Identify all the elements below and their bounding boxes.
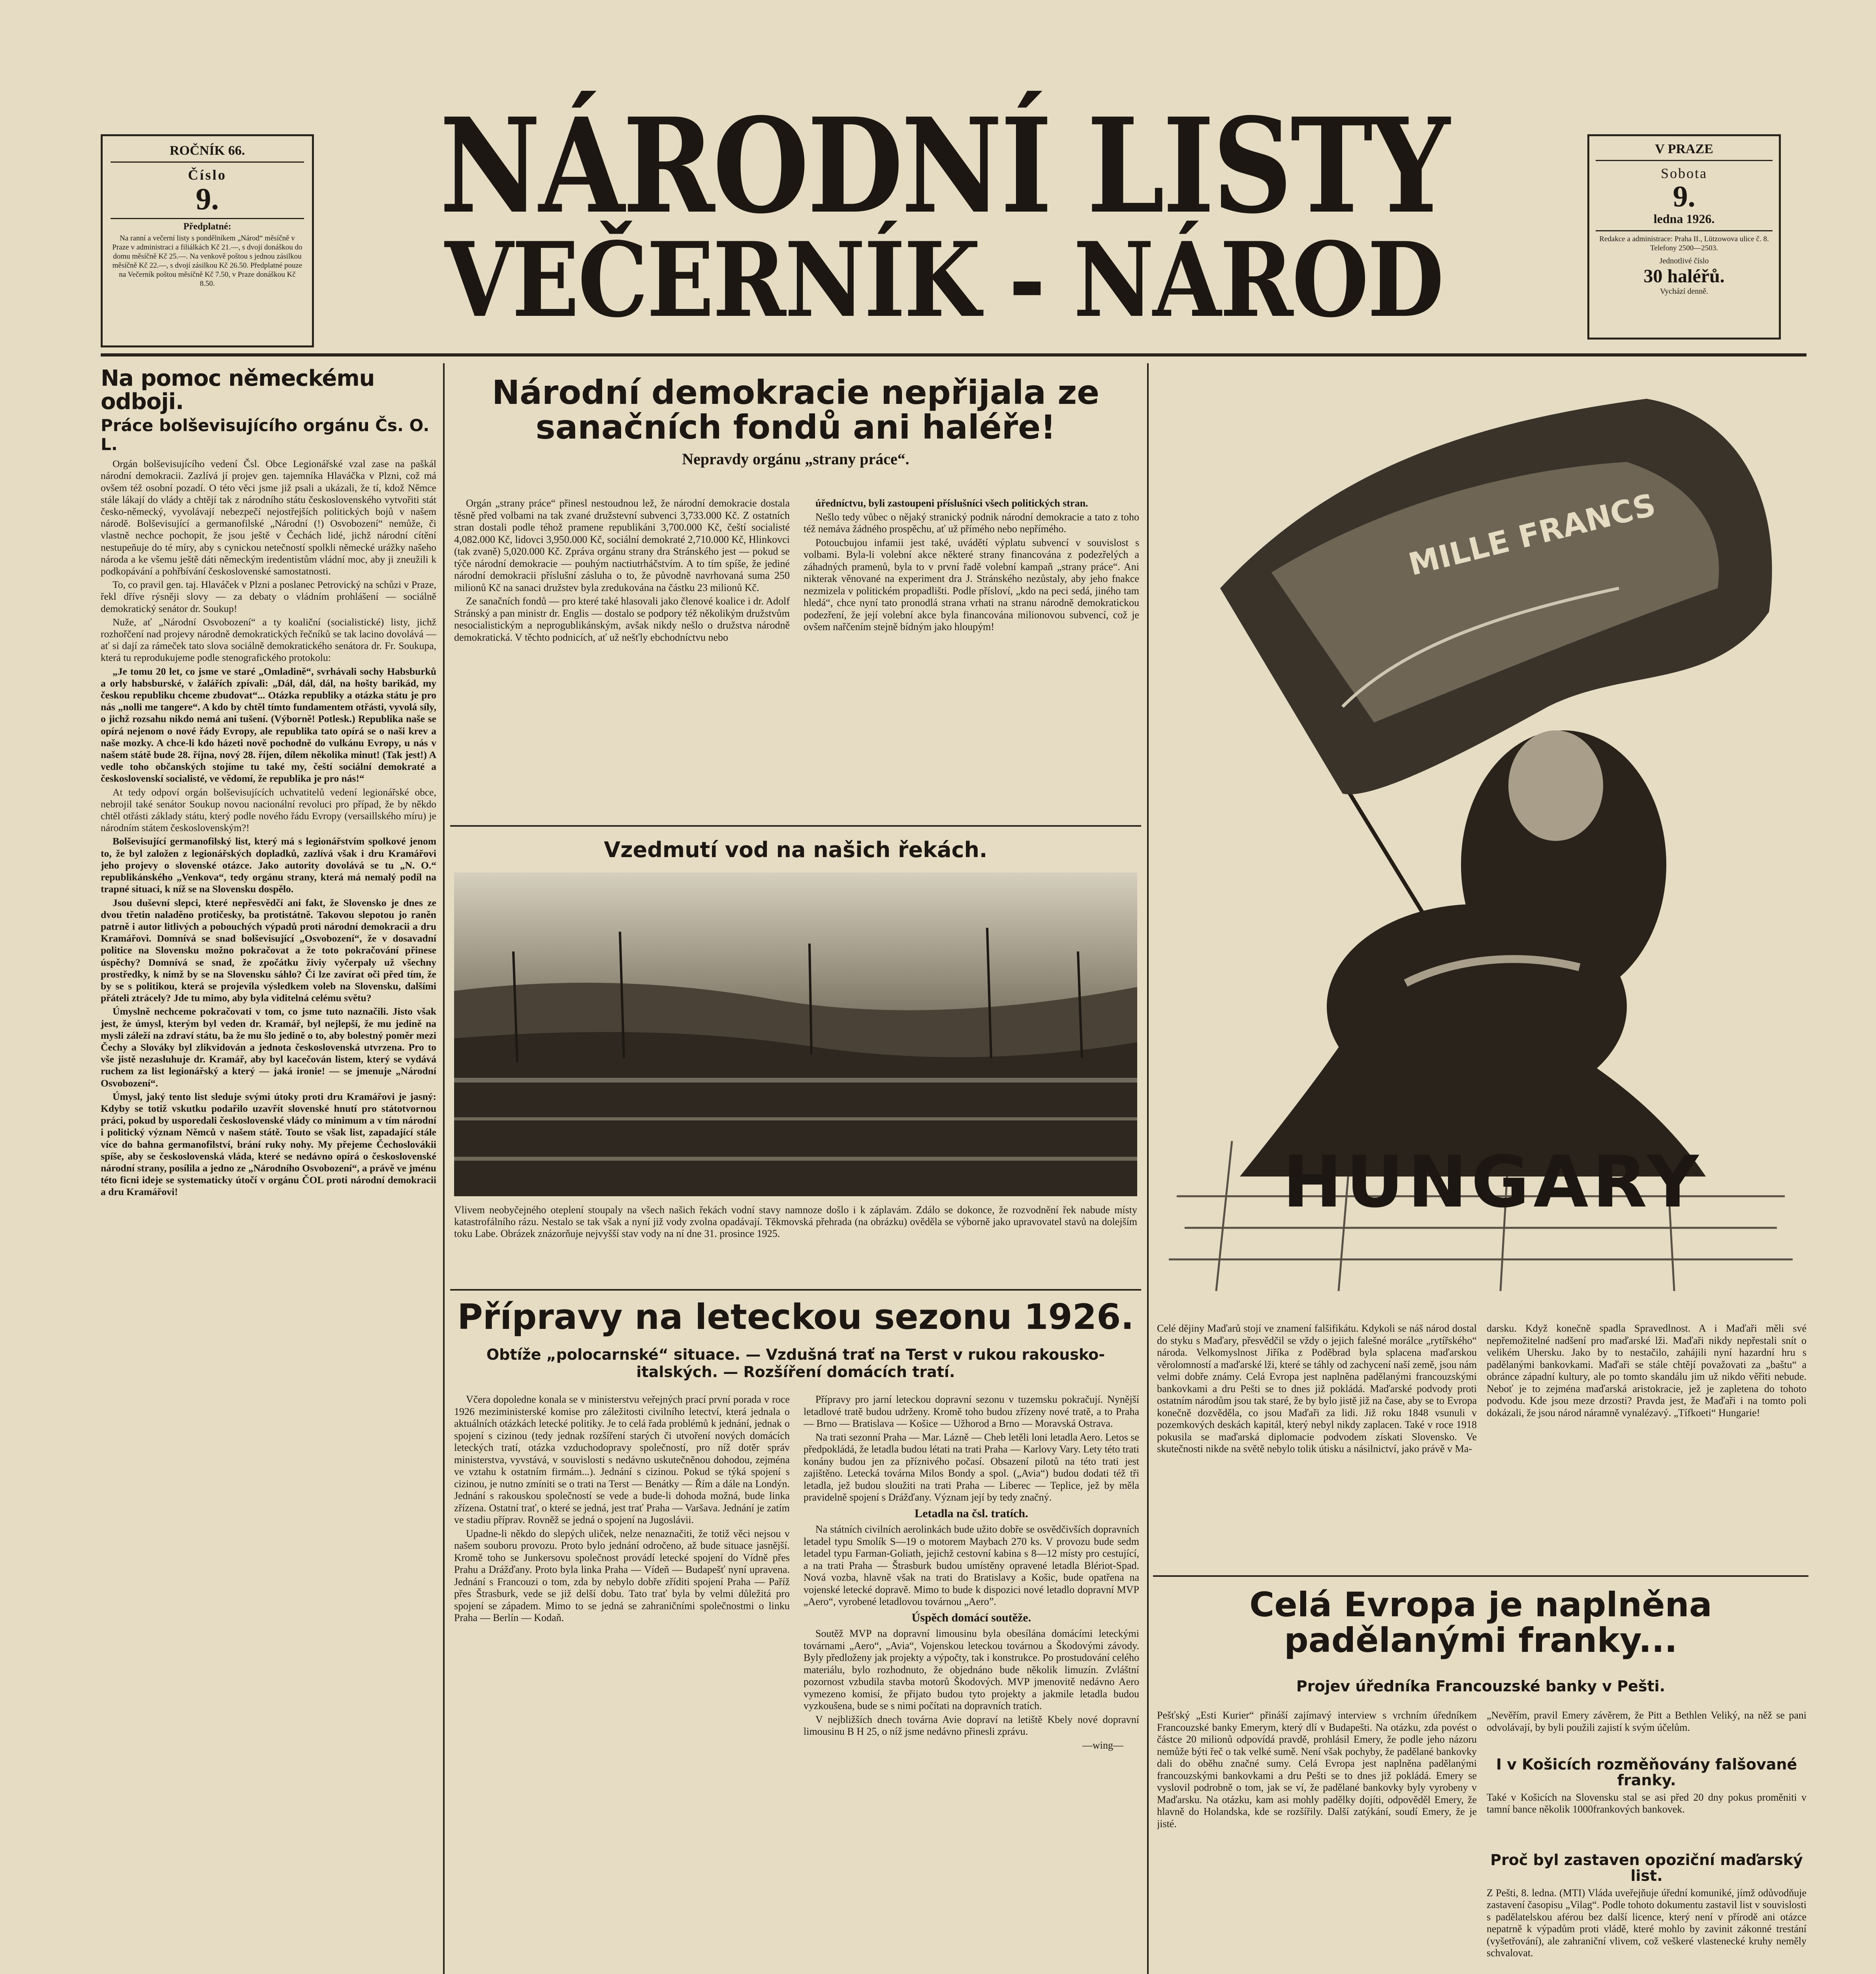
paragraph: To, co pravil gen. taj. Hlaváček v Plzni a poslanec Petrovický na schůzi v Praze, řekl dříve rýsněji slovy — za debaty o vládním prohlášení — sociálně demokratický senátor dr. Soukup! [101,579,436,614]
column-divider-2 [1147,363,1149,1974]
column-left [101,367,436,1974]
paragraph: Přípravy pro jarní leteckou dopravní sezonu v tuzemsku pokračují. Nynější letadlové tratě budou udrženy. Kromě toho budou zřízeny nové tratě, a to Praha — Brno — Bratislava — Košice — Užhorod a Brno — Moravská Ostrava. [804,1394,1139,1429]
title-line-2: VEČERNÍK - NÁROD [445,220,1443,340]
euro-left-column [1157,1709,1477,1974]
subhead-domestic-contest: Úspěch domácí soutěže. [911,1611,1031,1624]
column-middle [450,367,1141,1974]
subhead-german-opposition: Práce bolševisujícího orgánu Čs. O. L. [101,415,430,454]
city: V PRAZE [1596,142,1773,161]
cartoon-hungary [1153,367,1808,1303]
column-divider-1 [443,363,445,1974]
issue-number: 9. [195,182,219,216]
headline-kosice: I v Košicích rozměňovány falšované franky. [1496,1756,1797,1789]
paragraph: Upadne-li někdo do slepých uliček, nelze nenaznačiti, že totiž věci nejsou v našem souboru provozu. Proto bylo jednání odročeno, až bude situace jasnější. Kromě toho se Junkersovu společnost provádí letecké spojení do Vídně přes Prahu a Drážďany. Proto byla linka Praha — Vídeň — Budapešť nyní upravena. Jednání s Francouzi o tom, zda by nebylo dobře zříditi spojení Praha — Paříž přes Štrasburk, vede se již delší dobu. Tato trať byla by velmi důležitá pro spojení se západem. Mimo to se jedná se zahraničními společnostmi o linku Praha — Berlín — Kodaň. [454,1527,790,1623]
weekday: Sobota [1660,165,1707,181]
issue-label: Číslo [188,167,227,183]
paragraph: V nejbližších dnech továrna Avie dopraví na letiště Kbely nové dopravní limousinu B H 25, o níž jsme nedávno přinesli zprávu. [804,1713,1139,1737]
article-national-democracy-right [804,497,1139,817]
article-air-left [454,1394,790,1974]
paragraph: Nuže, ať „Národní Osvobození“ a ty koaliční (socialistické) listy, jichž rozhořčení nad projevy národně demokratických řečníků se tak lacino dovolává — ať si dají za rámeček tato slova sociálně demokratického senátora dr. Fr. Soukupa, která tu reprodukujeme podle stenografického protokolu: [101,616,436,664]
article-air-right [804,1394,1139,1974]
paragraph: Včera dopoledne konala se v ministerstvu veřejných prací první porada v roce 1926 meziministerské komise pro záležitosti civilního letectví, která jednala o aktuálních otázkách letecké politiky. Je to celá řada problémů k jednání, jednak o spojení s cizinou (tedy jednak rozšíření starých či utvoření nových domácích leteckých tratí, otázka vzduchodopravy společností, pro níž dotěr správ ministerstva, vyvstává, v souvislosti s nedávno uskutečněnou dohodou, zejména ve vztahu k ostatním firmám...). Jednání s cizinou. Pokud se týká spojení s cizinou, je nutno zmíniti se o trati na Terst — Benátky — Řím a dále na Londýn. Jednání s rakouskou společností se vede a bude-li dohoda možná, bude linka zřízena. Ostatní trať, o které se jedná, jest trať Praha — Varšava. Jednání je zatím ve stadiu příprav. Rovněž se jedná o spojení na Jugoslávii. [454,1394,790,1526]
paragraph: Ze sanačních fondů — pro které také hlasovali jako členové koalice i dr. Adolf Stránský a pan ministr dr. Englis — dostalo se podpory též několikým družstvům nesocialistickým a neprogublikánským, avšak nikdy nešlo o družstva národně demokratická. V těchto podnicích, ať už nešťly ebchodníctvu nebo [454,595,790,643]
cartoon-flag-text: MILLE FRANCS [1405,487,1659,583]
article-german-opposition [101,458,436,1974]
subscription-label: Předplatné: [111,218,304,232]
date-number: 9. [1673,180,1696,213]
headline-flood: Vzedmutí vod na našich řekách. [604,837,988,862]
paragraph: Úmysl, jaký tento list sleduje svými útoky proti dru Kramářovi je jasný: Kdyby se totiž vskutku podařilo uzavřít slovenské hnutí pro státotvornou práci, pokud by usporedali československé vlády co minimum a v tím národní i politický význam Němců v našem státě. Touto se však list, zapadající stále více do bahna germanofilství, brání ruky nohy. My přejeme Čechoslovákii spíše, aby se československá vláda, které se nedávno opírá o československé národní strany, posílila a jedno ze „Národního Osvobození“, a právě ve jménu této ficni ideje se systematicky útočí v orgánu ČOL proti národní demokracii a dru Kramářovi! [101,1090,436,1198]
headline-german-opposition: Na pomoc německému odboji. [101,366,375,415]
subhead-planes: Letadla na čsl. tratích. [915,1507,1028,1520]
article-europe-francs-end: „Nevěřím, pravil Emery závěrem, že Pitt a Bethlen Veliký, na něž se pani odvolávají, by byli použili zajistí k svým účelům. [1487,1709,1807,1733]
volume-number: ROČNÍK 66. [111,143,304,163]
paragraph: Potoucbujou infamii jest také, uvádětí výplatu subvencí v souvislost s volbami. Byla-li volební akce některé strany financována z podezřelých a záhadných pramenů, byla to v první řadě volební kampaň „strany práce“. Ani nikterak věnované na experiment dra J. Stránského nezůstaly, aby jeho fnakce nezmizela v politickém propadlišti. Podle přísloví, „kdo na peci sedá, jiného tam hledá“, chce nyní tato pronodlá strana vrhati na stranu národně demokratickou podezření, že její volební akce byla financována milionovou subvencí, což je ovšem nařčením stejně bídným jako hloupým! [804,537,1139,632]
subhead-national-democracy: Nepravdy orgánu „strany práce“. [682,450,909,468]
article-hungary-right: darsku. Když konečně spadla Spravedlnost. A i Maďaři měli své nepřemožitelné nadšení pro maďarské lži. Maďaři nikdy nepřestali snít o velikém Uhersku. Jako by to nestačilo, zahájili nyní hazardní hru s padělanými bankovkami. Maďaři se stále chtějí považovati za „baštu“ a obránce západní kultury, ale po tomto skandálu jim už nikdo věřiti nebude. Neboť je to zejména maďarská aristokracie, jež je zapletena do tohoto podvodu. Kde jsou meze drzosti? Pravda jest, že Maďaři i na tomto poli dokázali, že jsou národ náramně vynalézavý. „Tífkoeti“ Hungarie! [1487,1323,1807,1419]
headline-opposition-paper: Proč byl zastaven opoziční maďarský list. [1490,1851,1803,1884]
subscription-text: Na ranní a večerní listy s pondělníkem „Národ“ měsíčně v Praze v administraci a filiálkách Kč 21.—, s dvojí donáškou do domu měsíčně Kč 25.—. Na venkově poštou s jednou zásilkou měsíčně Kč 22.—, s dvojí zásilkou Kč 26.50. Předplatné pouze na Večerník poštou měsíčně Kč 7.50, v Praze donáškou Kč 8.50. [112,234,302,288]
date-month-year: ledna 1926. [1653,212,1715,226]
paragraph: Orgán bolševisujícího vedení Čsl. Obce Legionářské vzal zase na paškál národní demokracii. Zazlívá jí projev gen. tajemníka Hlaváčka v Plzni, což má ovšem též osobní pozadí. O této věci jsme již psali a ukázali, že tí, kdož Němce stále lákají do vlády a chtějí tak z národního státu československého vytvořiti stát česko-německý, vyvolávají nebezpečí nejostřejších politických bojů v našem národě. Bolševisující a germanofilské „Národní (!) Osvobození“ nemůže, či vlastně nechce pochopit, že jsou ještě v Čechách lidé, jichž národní cítění nestupeňuje do té míry, aby s cynickou netečností spolkli německé urážky našeho národa a ke všemu ještě dáti německým iredentistům vládní moc, aby ji zneužili k podkopávání a pohřbívání československé samostatnosti. [101,458,436,577]
headline-air-season: Přípravy na leteckou sezonu 1926. [457,1297,1134,1337]
article-opposition-paper: Z Pešti, 8. ledna. (MTI) Vláda uveřejňuje úřední komuniké, jímž odůvodňuje zastavení časopisu „Vilag“. Podle tohoto dokumentu zastavil list v souvislosti s padělatelskou aférou bez další licence, který není v přírodě ani otázce nepatrně k výpadům proti vládě, které mohlo by zavinit zákonné trestání (vyšetřování), ale zahraniční vlivem, což veškeré vlastenecké kruhy neměly schvalovat. [1487,1887,1807,1959]
masthead-right-box [1587,134,1781,340]
article-national-democracy-left [454,497,790,817]
administration: Redakce a administrace: Praha II., Lützowova ulice č. 8. Telefony 2500—2503. [1596,230,1773,253]
masthead-divider [101,353,1807,357]
masthead-left-box [101,134,314,347]
single-issue-label: Jednotlivé číslo [1659,257,1709,265]
paragraph: Úmyslně nechceme pokračovati v tom, co jsme tuto naznačili. Jisto však jest, že úmysl, kterým byl veden dr. Kramář, byl nejlepší, že mu jedině na mysli záleží na zdraví státu, ba že mu šlo jedině o to, aby bolestný poměr mezi Čechy a Slováky byl zlikvidován a jednota československá utvrzena. Pro to vše jistě nezasluhuje dr. Kramář, aby byl kacečován listem, který se vydává ruchem za list legionářský a který — jaká ironie! — se jmenuje „Národní Osvobození“. [101,1006,436,1089]
divider [450,1289,1141,1291]
title-line-1: NÁRODNÍ LISTY [439,89,1448,242]
euro-right-column [1487,1709,1807,1974]
subhead-europe-francs: Projev úředníka Francouzské banky v Pešti. [1296,1678,1666,1695]
paragraph: Na trati sezonní Praha — Mar. Lázně — Cheb letěli loni letadla Aero. Letos se předpokládá, že letadla budou létati na trati Praha — Karlovy Vary. Lety této trati konány budou jen za příznivého počasí. Obsazení pilotů na této trati jest zajištěno. Letecká továrna Milos Bondy a spol. („Avia“) budou dodati též tři letadla, jež budou sloužiti na trati Praha — Liberec — Teplice, jež by měla pravidelně spojení s Drážďany. Význam její by tedy značný. [804,1431,1139,1503]
subhead-air-season: Obtíže „polocarnské“ situace. — Vzdušná trať na Terst v rukou rakousko-italských. — Rozšíření domácích tratí. [486,1346,1105,1381]
paragraph: At tedy odpoví orgán bolševisujících uchvatitelů vedení legionářské obce, nebrojil také senátor Soukup novou nacionální revoluci pro případ, že by někdo chtěl otřásti základy státu, který podle nového řádu Evropy (versaillského míru) je národním státem československým?! [101,786,436,834]
cartoon-bottom-text: HUNGARY [1283,1141,1703,1223]
headline-europe-francs: Celá Evropa je naplněna padělanými franky... [1249,1585,1712,1661]
paragraph: Na státních civilních aerolinkách bude užito dobře se osvědčivších dopravních letadel typu Smolík S—19 o motorem Maybach 270 ks. V provozu bude sedm letadel typu Farman-Goliath, jejichž cestovní kabina s 8—12 místy pro cestující, a na trati Praha — Štrasburk budou umístěny opravené letadla Blériot-Spad. Nová vozba, hlavně však na trati do Bratislavy a Košic, bude opatřena na vojenské letecké dopravě. Mimo to bude k dispozici nové letadlo dopravní MVP „Aero“, vyrobené letadlovou továrnou „Aero”. [804,1524,1139,1607]
article-kosice: Také v Košicích na Slovensku stal se asi před 20 dny pokus proměniti v tamní bance několik 1000frankových bankovek. [1487,1791,1807,1815]
publication-note: Vychází denně. [1660,287,1709,296]
article-hungary-left: Celé dějiny Maďarů stojí ve znamení falšifikátu. Kdykoli se náš národ dostal do styku s Maďary, přesvědčil se vždy o jejich falešné morálce „rytířského“ národa. Velkomyslnost Jiříka z Poděbrad byla splacena maďarskou věrolomností a maďarské lži, které se táhly od zachycení naší země, jsou nám velmi dobře známy. Celá Evropa jest naplněna padělanými francouzskými bankovkami a dru Pešti se to dnes již pokládá. Maďarské podvody proti ostatním národům jsou tak staré, že by bylo jistě již na čase, aby se to Evropa konečně dozvěděla, co jsou Maďaři za lidi. Již roku 1848 vsunuli v pozemkových deskách kapitál, který nebyl nikdy zaplacen. Také v roce 1918 pokusila se maďarská diplomacie podvodem získati Slovensko. Ve skutečnosti nikde na světě nebylo tolik útisku a násilnictví, jako právě v Ma- [1157,1323,1477,1454]
price: 30 haléřů. [1643,266,1725,287]
paragraph: Bolševisující germanofilský list, který má s legionářstvím spolkové jenom to, že byl založen z legionářských dopladků, zazlívá však i dru Kramářovi jeho projevy o slovenské otázce. Jako autority dovolává se tu „N. O.“ republikánského „Venkova“, tedy orgánu strany, která má nemalý podíl na trapné situaci, k níž se na Slovensku dospělo. [101,835,436,895]
paragraph: Soutěž MVP na dopravní limousinu byla obesílána domácími leteckými továrnami „Aero“, „Avia“, Vojenskou leteckou továrnou a Škodovými závody. Byly předloženy jak projekty a výpočty, tak i konstrukce. Po prostudování celého materiálu, bylo rozhodnuto, že objednáno bude několik limuzín. Zvláštní pozornost vzbudila stavba motorů Škodových. MVP jmenovitě nedávno Aero vymezeno komisí, že přijato budou tyto projekty a jakmile letadla budou vyzkoušena, bude se s nimi počítati na dopravních tratích. [804,1628,1139,1711]
article-europe-francs: Pešťský „Esti Kurier“ přináší zajímavý interview s vrchním úředníkem Francouzské banky Emerym, který dlí v Budapešti. Na otázku, zda povést o částce 20 milionů odpovídá pravdě, prohlásil Emery, že podle jeho názoru nemůže býti řeč o tak velké sumě. Není však pochyby, že padělané bankovky dali do oběhu značné sumy. Celá Evropa jest naplněna padělanými francouzskými bankovkami a dru Pešti se to dnes již pokládá. Emery se vyslovil podrobně o tom, jak se ví, že padělané bankovky byly vyrobeny v Maďarsku. Na otázku, kam asi mohly padělky dojíti, odpověděl Emery, že hlavně do Holandska, kde se rozšířily. Další zatýkání, soudí Emery, že je jisté. [1157,1709,1477,1830]
column-right [1153,367,1808,1974]
paragraph-quote: „Je tomu 20 let, co jsme ve staré „Omladině“, svrhávali sochy Habsburků a orly habsburské, v žalářích zpívali: „Dál, dál, dál, na hošty barikád, my českou republiku chceme zbudovat“... Otázka republiky a otázka státu je pro nás „nolli me tangere“. A kdo by chtěl tímto fundamentem otřásti, vyvolá síly, o jichž rozsahu nikdo nemá ani tušení. (Výborně! Potlesk.) Republika naše se opírá nejenom o nové řády Evropy, ale republika tato opírá se o naši krev a naše mozky. A chce-li kdo házeti nově pochodně do vulkánu Evropy, u nás v našem státě bude 28. října, nový 28. říjen, dílem několika minut! (Tak jest!) A vedle toho občanských stojíme tu také my, čeští sociální demokraté a československí socialisté, ve vědomí, že republika je pro nás!“ [101,665,436,784]
divider [1153,1575,1808,1577]
caption-flood: Vlivem neobyčejného oteplení stoupaly na všech našich řekách vodní stavy namnoze došlo i k záplavám. Zdálo se dokonce, že rozvodnění řek nabude místy katastrofálního rázu. Nestalo se tak však a nyní již vody zvolna opadávají. Těkmovská přehrada (na obrázku) ověděla se výborně jako upravovatel stavů na dolejším toku Labe. Obrázek znázorňuje nejvyšší stav vody na ní dne 31. prosince 1925. [454,1204,1137,1239]
masthead [0,0,1876,347]
paragraph: úředníctvu, byli zastoupeni příslušníci všech politických stran. [815,497,1088,509]
masthead-title [324,89,1564,347]
divider [450,825,1141,827]
photo-flood [454,873,1137,1196]
headline-national-democracy: Národní demokracie nepřijala ze sanačních fondů ani haléře! [492,373,1100,447]
paragraph: Jsou duševní slepci, které nepřesvědčí ani fakt, že Slovensko je dnes ze dvou třetin naladěno protičesky, ba protistátně. Takovou slepotou jo raněn patrně i autor litlivých a pobouchých výpadů proti národní demokracii a dru Kramářovi. Domnívá se snad bolševisující „Osvobození“, že v dosavadní politice na Slovensku možno pokračovat a že toto pokračování přinese úspěchy? Domnívá se snad, že zpočátku živiy vyčerpaly už všechny prostředky, k nimž by se na Slovensku sáhlo? Či lze zavírat oči před tím, že by se s politikou, která se projevila výsledkem voleb na Slovensku, dalšími přáteli ztrácely? Jde tu mimo, aby byla viditelná celému světu? [101,897,436,1004]
signature: —wing— [1082,1739,1123,1751]
paragraph: Orgán „strany práce“ přinesl nestoudnou lež, že národní demokracie dostala těsně před volbami na tak zvané družstevní subvenci 3,733.000 Kč. Z ostatních stran dostali podle téhož pramene republikáni 3,700.000 Kč, čeští socialisté 4,082.000 Kč, lidovci 3,950.000 Kč, sociální demokraté 2,710.000 Kč, Hlinkovci (tak zvaně) 5,020.000 Kč. Zpráva orgánu strany dra Stránského jest — pokud se týče národní demokracie — pouhým nactiutrháčstvím. A to tím spíše, že jediné národní demokracii příslušní zásluha o to, že původně navrhovaná suma 250 milionů Kč na sanaci družstev byla zredukována na částku 23 milionů Kč. [454,497,790,593]
paragraph: Nešlo tedy vůbec o nějaký stranický podnik národní demokracie a tato z toho též nemáva žádného prospěchu, ať už přímého nebo nepřímého. [804,511,1139,535]
